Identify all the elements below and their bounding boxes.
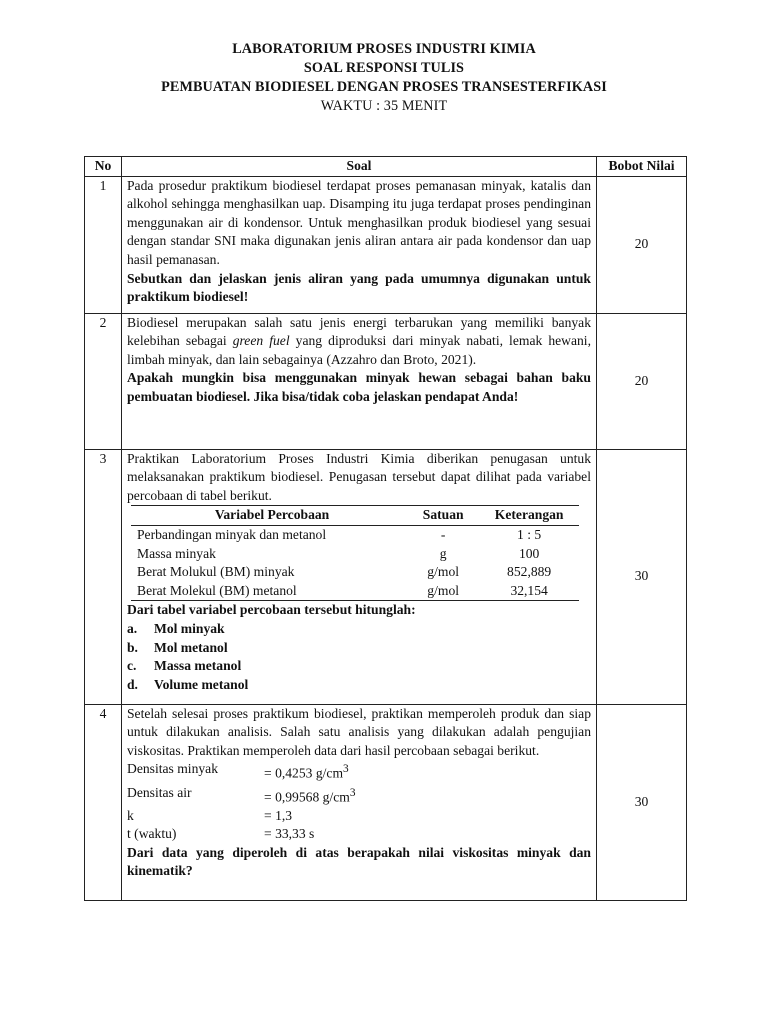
time-limit: WAKTU : 35 MENIT (320, 98, 448, 114)
variable-table-header (131, 506, 579, 526)
lab-title: LABORATORIUM PROSES INDUSTRI KIMIA (232, 41, 536, 57)
data-line: Densitas air = 0,99568 $g/cm^3$ (127, 784, 356, 805)
question-text: Biodiesel merupakan salah satu jenis energi terbarukan yang memiliki banyak kelebihan sebagai green fuel yang diproduksi dari minyak nabati, lemak hewani, limbah minyak, dan lain sebagainya (Azzahro dan Broto, 2021). (127, 314, 591, 367)
table-row (131, 525, 579, 544)
table-row (85, 449, 687, 704)
question-weight: 20 (597, 176, 687, 313)
question-prompt: Sebutkan dan jelaskan jenis aliran yang pada umumnya digunakan untuk praktikum biodiesel! (127, 270, 591, 305)
variable-unit: g/mol (407, 582, 473, 601)
variable-value: 32,154 (473, 582, 579, 601)
table-header-row (85, 157, 687, 177)
variable-unit: - (440, 526, 446, 542)
table-row (85, 704, 687, 900)
question-prompt: Apakah mungkin bisa menggunakan minyak hewan sebagai bahan baku pembuatan biodiesel. Jika bisa/tidak coba jelaskan pendapat Anda! (127, 370, 591, 404)
topic-title: PEMBUATAN BIODIESEL DENGAN PROSES TRANSESTERFIKASI (161, 79, 607, 95)
data-line: Densitas minyak = 0,4253 $g/cm^3$ (127, 761, 349, 781)
question-number: 3 (85, 449, 122, 704)
data-line: k = 1,3 (127, 807, 293, 823)
question-weight: 30 (597, 449, 687, 704)
italic-term: green fuel (232, 333, 290, 349)
question-table (84, 156, 687, 901)
variable-unit: g (439, 545, 447, 561)
question-text: Setelah selesai proses praktikum biodiesel, praktikan memperoleh produk dan siap untuk dilakukan analisis. Salah satu analisis yang dilakukan adalah pengujian viskositas. Praktikan memperoleh data dari hasil percobaan sebagai berikut. (127, 705, 591, 758)
question-number: 2 (85, 313, 122, 449)
variable-name: Perbandingan minyak dan metanol (137, 526, 327, 542)
variable-unit: g/mol (427, 564, 460, 580)
question-cell (122, 449, 597, 704)
col-header-soal: Soal (122, 157, 597, 177)
variable-table (131, 505, 579, 601)
variable-value: 100 (518, 545, 540, 561)
question-prompt: Dari tabel variabel percobaan tersebut hitunglah: (127, 602, 416, 618)
table-row (85, 176, 687, 313)
col-header-bobot: Bobot Nilai (597, 157, 687, 177)
table-row (131, 563, 579, 582)
question-cell (122, 176, 597, 313)
task-list (127, 620, 591, 694)
question-text: Pada prosedur praktikum biodiesel terdapat proses pemanasan minyak, katalis dan alkohol sehingga menghasilkan uap. Disamping itu juga terdapat proses pendinginan menggunakan air di kondensor. Untuk menghasilkan produk biodiesel yang sesuai dengan standar SNI maka digunakan jenis aliran antara air pada kondensor dan uap hasil pemanasan. (127, 177, 591, 267)
list-item: d. Volume metanol (127, 676, 249, 692)
variable-value: 1 : 5 (517, 526, 542, 542)
variable-col-header: Variabel Percobaan (131, 506, 407, 526)
table-row (85, 313, 687, 449)
variable-name: Berat Molekul (BM) metanol (131, 582, 407, 601)
question-prompt: Dari data yang diperoleh di atas berapakah nilai viskositas minyak dan kinematik? (127, 844, 591, 879)
document-header (0, 40, 768, 116)
list-item: b. Mol metanol (127, 639, 228, 655)
data-line: t (waktu) = 33,33 s (127, 826, 315, 842)
variable-value: 852,889 (507, 564, 552, 580)
exam-title: SOAL RESPONSI TULIS (303, 60, 465, 76)
question-text: Praktikan Laboratorium Proses Industri Kimia diberikan penugasan untuk melaksanakan praktikum biodiesel. Penugasan tersebut dapat dilihat pada variabel percobaan di tabel berikut. (127, 450, 591, 503)
table-row (131, 582, 579, 601)
question-weight: 20 (597, 313, 687, 449)
unit-col-header: Satuan (407, 506, 473, 526)
question-number: 4 (85, 704, 122, 900)
variable-name: Berat Molukul (BM) minyak (137, 564, 295, 580)
variable-name: Massa minyak (137, 545, 216, 561)
question-cell (122, 313, 597, 449)
list-item: a. Mol minyak (127, 620, 225, 636)
question-cell (122, 704, 597, 900)
question-number: 1 (85, 176, 122, 313)
table-row (131, 545, 579, 564)
note-col-header: Keterangan (473, 506, 579, 526)
col-header-no: No (85, 157, 122, 177)
list-item: c. Massa metanol (127, 658, 242, 674)
question-weight: 30 (597, 704, 687, 900)
